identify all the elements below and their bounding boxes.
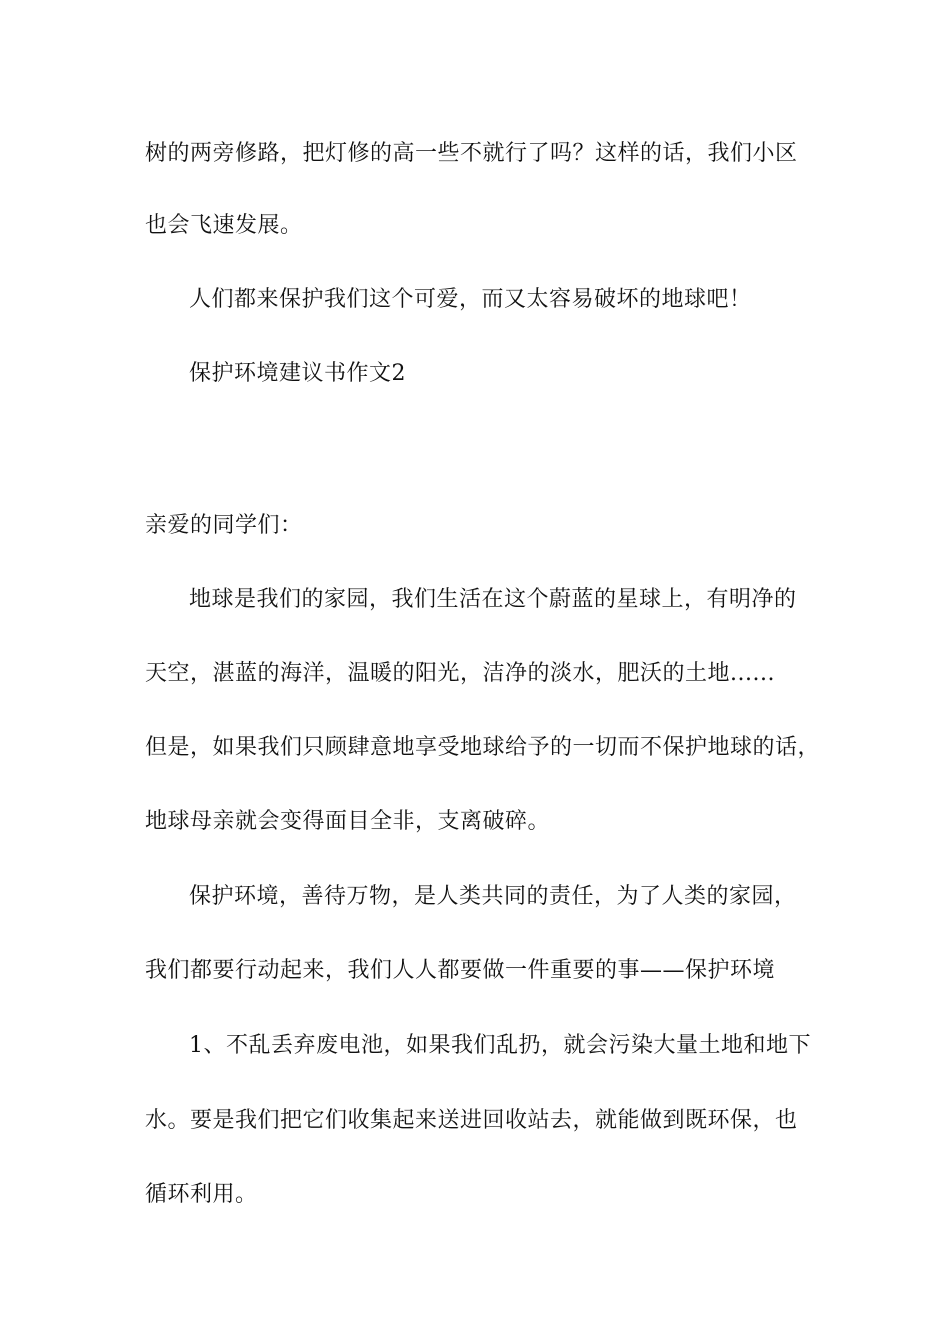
text-line: 水。要是我们把它们收集起来送进回收站去，就能做到既环保，也 <box>145 1108 798 1133</box>
text-line: 地球是我们的家园，我们生活在这个蔚蓝的星球上，有明净的 <box>189 587 797 612</box>
list-item: 1、不乱丢弃废电池，如果我们乱扔，就会污染大量土地和地下 <box>189 1033 811 1058</box>
salutation: 亲爱的同学们： <box>145 513 303 538</box>
text-line: 但是，如果我们只顾肆意地享受地球给予的一切而不保护地球的话， <box>145 735 821 760</box>
text-line: 也会飞速发展。 <box>145 213 303 238</box>
text-line: 循环利用。 <box>145 1182 258 1207</box>
text-line: 树的两旁修路，把灯修的高一些不就行了吗？这样的话，我们小区 <box>145 141 798 166</box>
section-heading: 保护环境建议书作文2 <box>189 361 406 386</box>
text-line: 地球母亲就会变得面目全非，支离破碎。 <box>145 809 551 834</box>
text-line: 天空，湛蓝的海洋，温暖的阳光，洁净的淡水，肥沃的土地...... <box>145 661 775 686</box>
text-line: 保护环境，善待万物，是人类共同的责任，为了人类的家园， <box>189 884 797 909</box>
text-line: 我们都要行动起来，我们人人都要做一件重要的事——保护环境 <box>145 958 776 983</box>
text-line: 人们都来保护我们这个可爱，而又太容易破坏的地球吧！ <box>189 287 752 312</box>
